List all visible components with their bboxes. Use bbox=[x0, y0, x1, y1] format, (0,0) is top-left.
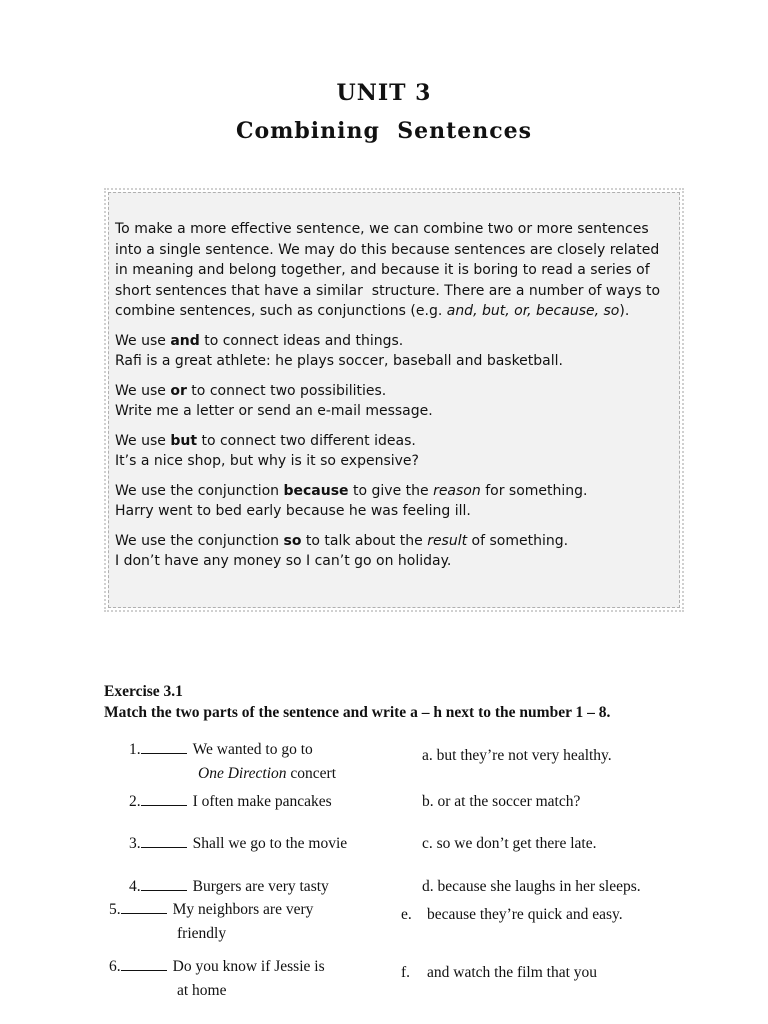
intro-line: short sentences that have a similar structure. There are a number of ways to bbox=[115, 282, 661, 299]
rule-example: It’s a nice shop, but why is it so expensive? bbox=[115, 453, 419, 469]
answer-blank[interactable] bbox=[141, 791, 187, 806]
option-text: or at the soccer match? bbox=[437, 793, 581, 810]
exercise-item-6 bbox=[109, 955, 325, 1003]
conjunction-notes-box bbox=[108, 192, 680, 608]
rule-emphasis: reason bbox=[433, 482, 481, 499]
rule-example: Write me a letter or send an e-mail message. bbox=[115, 403, 433, 419]
option-letter: a. bbox=[422, 747, 433, 764]
answer-blank[interactable] bbox=[141, 876, 187, 891]
lesson-title: Combining Sentences bbox=[235, 118, 533, 144]
rule-text: We use the conjunction bbox=[115, 532, 284, 549]
rule-statement bbox=[115, 481, 677, 502]
rule-statement bbox=[115, 531, 677, 552]
exercise-instruction: Match the two parts of the sentence and write a – h next to the number 1 – 8. bbox=[104, 704, 611, 721]
rule-example: I don’t have any money so I can’t go on holiday. bbox=[115, 553, 452, 569]
item-text-line2 bbox=[129, 762, 336, 786]
rule-statement bbox=[115, 431, 677, 452]
item-number: 4. bbox=[129, 878, 141, 895]
option-text: but they’re not very healthy. bbox=[436, 747, 612, 764]
rule-keyword: and bbox=[170, 332, 200, 349]
rule-text: to connect two possibilities. bbox=[186, 382, 387, 399]
item-text-line2: at home bbox=[177, 982, 227, 999]
unit-title: UNIT 3 bbox=[336, 80, 432, 106]
rule-statement bbox=[115, 331, 677, 352]
band-name: One Direction bbox=[198, 765, 287, 782]
intro-paragraph bbox=[115, 219, 677, 322]
item-text: Burgers are very tasty bbox=[192, 878, 329, 895]
item-text: We wanted to go to bbox=[192, 741, 313, 758]
rule-example: Harry went to bed early because he was feeling ill. bbox=[115, 503, 471, 519]
exercise-item-4 bbox=[129, 875, 329, 899]
rule-emphasis: result bbox=[427, 532, 468, 549]
rule-but bbox=[115, 431, 677, 472]
rule-statement bbox=[115, 381, 677, 402]
option-letter: b. bbox=[422, 793, 434, 810]
rule-text: We use bbox=[115, 382, 171, 399]
rule-text: We use the conjunction bbox=[115, 482, 284, 499]
rule-keyword: or bbox=[170, 382, 187, 399]
rule-text: to connect two different ideas. bbox=[197, 432, 416, 449]
rule-text: of something. bbox=[467, 532, 569, 549]
option-text: because she laughs in her sleeps. bbox=[437, 878, 641, 895]
option-text: so we don’t get there late. bbox=[436, 835, 597, 852]
rule-or bbox=[115, 381, 677, 422]
item-text: My neighbors are very bbox=[172, 901, 314, 918]
option-a bbox=[422, 744, 612, 768]
answer-blank[interactable] bbox=[121, 899, 167, 914]
rule-text: to connect ideas and things. bbox=[199, 332, 404, 349]
rule-text: We use bbox=[115, 432, 171, 449]
rule-example: Rafi is a great athlete: he plays soccer, baseball and basketball. bbox=[115, 353, 563, 369]
rule-text: to give the bbox=[348, 482, 434, 499]
item-number: 1. bbox=[129, 741, 141, 758]
exercise-item-1 bbox=[129, 738, 336, 786]
intro-line: in meaning and belong together, and because it is boring to read a series of bbox=[115, 262, 650, 278]
item-number: 3. bbox=[129, 835, 141, 852]
rule-text: We use bbox=[115, 332, 171, 349]
intro-line bbox=[115, 301, 677, 322]
item-text: Shall we go to the movie bbox=[192, 835, 348, 852]
answer-blank[interactable] bbox=[121, 956, 167, 971]
rule-and bbox=[115, 331, 677, 372]
rule-keyword: so bbox=[283, 532, 302, 549]
exercise-item-5 bbox=[109, 898, 313, 946]
rule-text: for something. bbox=[480, 482, 588, 499]
item-number: 2. bbox=[129, 793, 141, 810]
intro-line: To make a more effective sentence, we can combine two or more sentences bbox=[115, 221, 649, 237]
exercise-item-2 bbox=[129, 790, 332, 814]
notes-content bbox=[115, 219, 677, 581]
option-text: and watch the film that you bbox=[427, 964, 598, 981]
intro-conjunction-list: and, but, or, because, so bbox=[446, 303, 620, 319]
exercise-header bbox=[104, 681, 610, 723]
option-letter: f. bbox=[401, 964, 411, 981]
answer-blank[interactable] bbox=[141, 739, 187, 754]
item-text-line2: friendly bbox=[177, 925, 227, 942]
intro-last-suffix: ). bbox=[619, 303, 630, 319]
option-letter: e. bbox=[401, 906, 412, 923]
exercise-title: Exercise 3.1 bbox=[104, 683, 183, 700]
item-text: I often make pancakes bbox=[192, 793, 332, 810]
exercise-item-3 bbox=[129, 832, 347, 856]
option-letter: c. bbox=[422, 835, 433, 852]
item-number: 6. bbox=[109, 958, 121, 975]
item-text: Do you know if Jessie is bbox=[172, 958, 325, 975]
rule-text: to talk about the bbox=[301, 532, 428, 549]
intro-line: into a single sentence. We may do this because sentences are closely related bbox=[115, 241, 660, 258]
answer-blank[interactable] bbox=[141, 833, 187, 848]
intro-last-prefix: combine sentences, such as conjunctions (e.g. bbox=[115, 303, 447, 319]
option-c bbox=[422, 832, 596, 856]
item-number: 5. bbox=[109, 901, 121, 918]
rule-keyword: but bbox=[170, 432, 198, 449]
option-f bbox=[401, 961, 597, 985]
option-b bbox=[422, 790, 580, 814]
rule-because bbox=[115, 481, 677, 522]
rule-so bbox=[115, 531, 677, 572]
rule-keyword: because bbox=[283, 482, 349, 499]
option-text: because they’re quick and easy. bbox=[427, 906, 623, 923]
option-d bbox=[422, 875, 641, 899]
option-letter: d. bbox=[422, 878, 434, 895]
item-text-cont: concert bbox=[286, 765, 337, 782]
option-e bbox=[401, 903, 623, 927]
